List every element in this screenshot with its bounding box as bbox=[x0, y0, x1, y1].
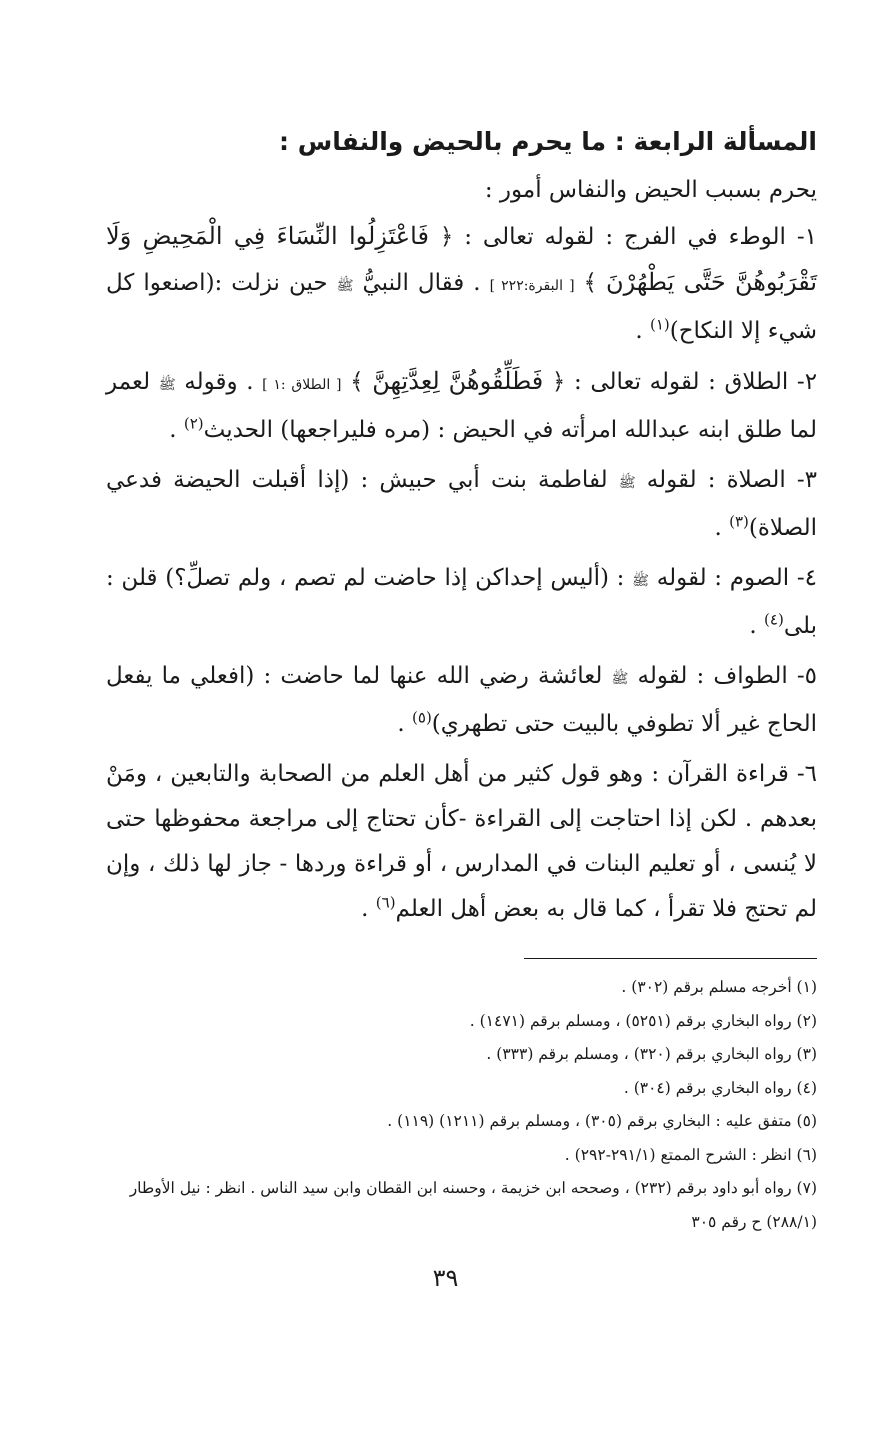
verse-citation: [ البقرة:٢٢٢ ] bbox=[489, 278, 575, 294]
verse-citation: [ الطلاق :١ ] bbox=[262, 377, 342, 393]
footnote-divider bbox=[524, 958, 817, 959]
list-item-fasting bbox=[106, 556, 817, 649]
honorific-symbol: ﷺ bbox=[632, 573, 650, 589]
item-end: . bbox=[361, 896, 369, 922]
quran-verse: فَطَلِّقُوهُنَّ لِعِدَّتِهِنَّ bbox=[372, 367, 544, 395]
footnote: (٢) رواه البخاري برقم (٥٢٥١) ، ومسلم برقم (١٤٧١) . bbox=[469, 1011, 817, 1030]
quran-bracket: ﴾ bbox=[583, 270, 598, 296]
list-item-tawaf bbox=[106, 654, 817, 747]
list-item-divorce bbox=[106, 359, 817, 453]
footnotes bbox=[106, 971, 817, 1239]
item-end: . bbox=[714, 515, 722, 541]
item-text: حين نزلت :(اصنعوا كل شيء إلا النكاح) bbox=[106, 270, 817, 344]
footnote: (٦) انظر : الشرح الممتع (٢٩١/١-٢٩٢) . bbox=[564, 1145, 817, 1164]
item-lead: ٥- الطواف : لقوله bbox=[637, 663, 818, 689]
item-lead: ١- الوطء في الفرج : لقوله تعالى : ﴿ bbox=[439, 224, 818, 250]
item-text: لعائشة رضي الله عنها لما حاضت : (افعلي ما يفعل الحاج غير ألا تطوفي بالبيت حتى تطهري) bbox=[106, 663, 817, 737]
footnote: (٣) رواه البخاري برقم (٣٢٠) ، ومسلم برقم (٣٣٣) . bbox=[486, 1045, 817, 1063]
intro-line: يحرم بسبب الحيض والنفاس أمور : bbox=[484, 177, 817, 203]
item-text: : (أليس إحداكن إذا حاضت لم تصم ، ولم تصلِّ؟) قلن : بلى bbox=[106, 565, 817, 639]
item-end: . bbox=[635, 318, 643, 344]
page-number: ٣٩ bbox=[432, 1264, 459, 1292]
item-text: لفاطمة بنت أبي حبيش : (إذا أقبلت الحيضة فدعي الصلاة) bbox=[106, 467, 817, 541]
footnote-ref: (٢) bbox=[183, 414, 204, 433]
footnote-ref: (٤) bbox=[764, 610, 784, 629]
footnote: (٤) رواه البخاري برقم (٣٠٤) . bbox=[623, 1078, 817, 1097]
item-mid: . فقال النبيُّ bbox=[362, 270, 481, 296]
footnote-ref: (٦) bbox=[375, 893, 396, 912]
item-mid: . وقوله bbox=[184, 369, 254, 395]
honorific-symbol: ﷺ bbox=[158, 377, 176, 393]
item-end: . bbox=[397, 711, 405, 737]
item-lead: ٦- قراءة القرآن : وهو قول كثير من أهل العلم من الصحابة والتابعين ، ومَنْ بعدهم . لكن إذا احتاجت إلى القراءة -كأن تحتاج إلى مراجعة محفوظها حتى لا يُنسى ، أو تعليم البنات في المدارس ، أو قراءة وردها - جاز لها ذلك ، وإن لم تحتج فلا تقرأ ، كما قال به بعض أهل العلم bbox=[106, 761, 817, 922]
quran-bracket: ﴾ bbox=[350, 369, 364, 395]
footnote-ref: (١) bbox=[649, 315, 670, 334]
honorific-symbol: ﷺ bbox=[618, 475, 636, 491]
quran-verse: فَاعْتَزِلُوا النِّسَاءَ فِي الْمَحِيضِ وَلَا تَقْرَبُوهُنَّ حَتَّى يَطْهُرْنَ bbox=[106, 222, 818, 296]
footnote: (٧) رواه أبو داود برقم (٢٣٢) ، وصححه ابن خزيمة ، وحسنه ابن القطان وابن سيد الناس . انظر : نيل الأوطار (٢٨٨/١) ح رقم ٣٠٥ bbox=[129, 1179, 817, 1231]
honorific-symbol: ﷺ bbox=[336, 278, 354, 294]
item-lead: ٣- الصلاة : لقوله bbox=[646, 467, 818, 493]
item-text: لعمر لما طلق ابنه عبدالله امرأته في الحيض : (مره فليراجعها) الحديث bbox=[106, 369, 817, 443]
item-end: . bbox=[169, 417, 177, 443]
footnote-ref: (٥) bbox=[412, 708, 432, 727]
list-item-intercourse bbox=[106, 214, 817, 354]
footnote: (١) أخرجه مسلم برقم (٣٠٢) . bbox=[621, 978, 817, 996]
footnote-ref: (٣) bbox=[729, 512, 749, 531]
item-end: . bbox=[749, 613, 757, 639]
list-item-prayer bbox=[106, 458, 817, 551]
list-item-quran-reading bbox=[106, 752, 817, 932]
section-heading: المسألة الرابعة : ما يحرم بالحيض والنفاس : bbox=[279, 127, 817, 156]
honorific-symbol: ﷺ bbox=[611, 671, 629, 687]
item-lead: ٢- الطلاق : لقوله تعالى : ﴿ bbox=[551, 369, 818, 395]
footnote: (٥) متفق عليه : البخاري برقم (٣٠٥) ، ومسلم برقم (١٢١١) (١١٩) . bbox=[387, 1112, 817, 1130]
item-lead: ٤- الصوم : لقوله bbox=[656, 565, 817, 591]
